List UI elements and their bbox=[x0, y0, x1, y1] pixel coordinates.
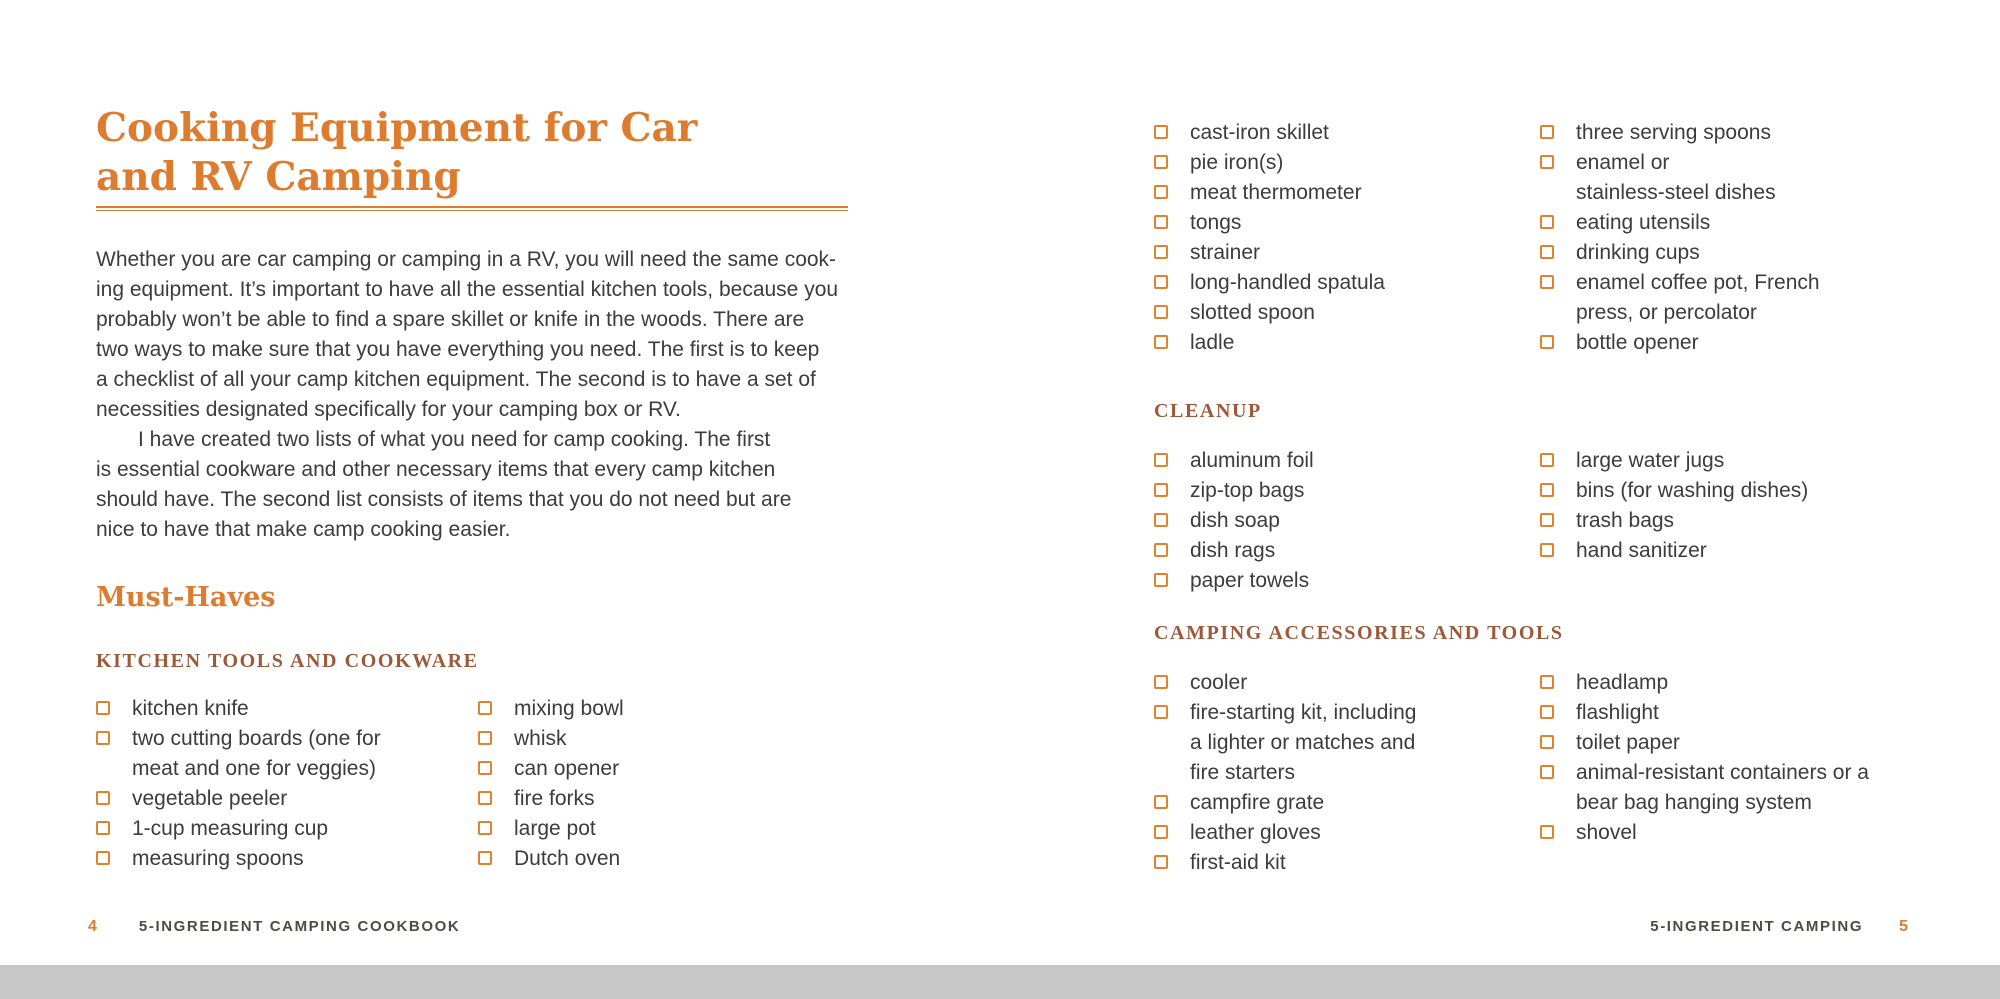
checklist-item bbox=[1154, 328, 1385, 358]
checkbox-icon bbox=[1154, 573, 1168, 587]
body-text-line: Whether you are car camping or camping in a RV, you will need the same cook- bbox=[96, 248, 837, 271]
checklist-item-label: shovel bbox=[1576, 821, 1637, 844]
checklist-item bbox=[478, 754, 624, 784]
cleanup-checklist-col1 bbox=[1154, 446, 1314, 596]
checkbox-icon bbox=[1154, 155, 1168, 169]
checklist-item bbox=[1540, 268, 1820, 328]
checkbox-icon bbox=[1540, 215, 1554, 229]
checklist-item-label: pie iron(s) bbox=[1190, 151, 1284, 174]
checklist-item bbox=[478, 844, 624, 874]
checkbox-icon bbox=[1540, 735, 1554, 749]
checklist-item bbox=[1154, 118, 1385, 148]
intro-paragraph-2 bbox=[96, 425, 838, 545]
checklist-item-label: first-aid kit bbox=[1190, 851, 1286, 874]
checklist-item bbox=[96, 844, 381, 874]
checklist-item-label: 1-cup measuring cup bbox=[132, 817, 329, 840]
checkbox-icon bbox=[1154, 453, 1168, 467]
checkbox-icon bbox=[1540, 543, 1554, 557]
checklist-item-label: hand sanitizer bbox=[1576, 539, 1707, 562]
checklist-item bbox=[1540, 148, 1820, 208]
checklist-item-label: drinking cups bbox=[1576, 241, 1700, 264]
checkbox-icon bbox=[1540, 275, 1554, 289]
checklist-item bbox=[1154, 298, 1385, 328]
right-footer-label: 5-INGREDIENT CAMPING bbox=[1650, 918, 1864, 935]
bottom-gray-bar bbox=[0, 965, 2000, 999]
checklist-item-label: eating utensils bbox=[1576, 211, 1711, 234]
checkbox-icon bbox=[1540, 675, 1554, 689]
checkbox-icon bbox=[1540, 245, 1554, 259]
kitchen-checklist-right-col2 bbox=[1540, 118, 1820, 358]
checklist-item-label: tongs bbox=[1190, 211, 1242, 234]
checklist-item bbox=[96, 694, 381, 724]
checkbox-icon bbox=[1154, 305, 1168, 319]
checklist-item-label: enamel or stainless-steel dishes bbox=[1576, 151, 1776, 204]
checklist-item bbox=[1540, 536, 1808, 566]
body-text-line: necessities designated specifically for your camping box or RV. bbox=[96, 398, 681, 421]
checklist-item-label: slotted spoon bbox=[1190, 301, 1315, 324]
checklist-item-label: aluminum foil bbox=[1190, 449, 1314, 472]
checklist-item bbox=[1154, 178, 1385, 208]
checkbox-icon bbox=[1154, 543, 1168, 557]
left-footer-label: 5-INGREDIENT CAMPING COOKBOOK bbox=[138, 918, 461, 935]
checklist-item-label: Dutch oven bbox=[514, 847, 621, 870]
checklist-item-label: fire forks bbox=[514, 787, 595, 810]
checklist-item bbox=[1154, 788, 1416, 818]
checkbox-icon bbox=[478, 731, 492, 745]
checklist-item bbox=[478, 694, 624, 724]
checklist-item bbox=[1540, 476, 1808, 506]
title-divider-rule bbox=[96, 206, 848, 211]
checklist-item bbox=[478, 784, 624, 814]
checkbox-icon bbox=[1540, 125, 1554, 139]
checklist-item bbox=[96, 784, 381, 814]
page-title bbox=[96, 104, 697, 202]
checklist-item bbox=[96, 814, 381, 844]
checklist-item bbox=[1540, 818, 1869, 848]
checklist-item bbox=[1154, 238, 1385, 268]
checklist-item-label: campfire grate bbox=[1190, 791, 1325, 814]
checklist-item-label: bins (for washing dishes) bbox=[1576, 479, 1809, 502]
checklist-item-label: kitchen knife bbox=[132, 697, 249, 720]
accessories-checklist-col2 bbox=[1540, 668, 1869, 848]
checklist-item-label: strainer bbox=[1190, 241, 1261, 264]
checkbox-icon bbox=[1154, 705, 1168, 719]
checklist-item-label: cast-iron skillet bbox=[1190, 121, 1329, 144]
checklist-item-label: meat thermometer bbox=[1190, 181, 1362, 204]
checkbox-icon bbox=[96, 821, 110, 835]
left-page-footer bbox=[88, 918, 460, 936]
checklist-item bbox=[1540, 668, 1869, 698]
checklist-item-label: two cutting boards (one for meat and one for veggies) bbox=[132, 727, 381, 780]
body-text-line: nice to have that make camp cooking easier. bbox=[96, 518, 511, 541]
checkbox-icon bbox=[1154, 825, 1168, 839]
page-title-line2: and RV Camping bbox=[96, 154, 461, 200]
checklist-item-label: animal-resistant containers or a bear bag hanging system bbox=[1576, 761, 1869, 814]
intro-text bbox=[96, 245, 838, 545]
checklist-item bbox=[1540, 446, 1808, 476]
checklist-item bbox=[1540, 238, 1820, 268]
checkbox-icon bbox=[1540, 483, 1554, 497]
checklist-item-label: enamel coffee pot, French press, or percolator bbox=[1576, 271, 1820, 324]
checklist-item bbox=[1154, 698, 1416, 788]
checklist-item-label: headlamp bbox=[1576, 671, 1669, 694]
checkbox-icon bbox=[1154, 335, 1168, 349]
checklist-item-label: zip-top bags bbox=[1190, 479, 1305, 502]
checklist-item-label: trash bags bbox=[1576, 509, 1675, 532]
kitchen-checklist-left-col1 bbox=[96, 694, 381, 874]
checkbox-icon bbox=[1154, 855, 1168, 869]
checkbox-icon bbox=[1154, 215, 1168, 229]
checkbox-icon bbox=[1540, 155, 1554, 169]
checkbox-icon bbox=[1540, 705, 1554, 719]
checkbox-icon bbox=[1154, 513, 1168, 527]
checkbox-icon bbox=[1154, 125, 1168, 139]
checkbox-icon bbox=[1540, 825, 1554, 839]
checklist-item-label: measuring spoons bbox=[132, 847, 304, 870]
intro-paragraph-1 bbox=[96, 245, 838, 425]
checklist-item bbox=[1540, 758, 1869, 818]
body-text-line: a checklist of all your camp kitchen equipment. The second is to have a set of bbox=[96, 368, 816, 391]
checklist-item bbox=[1154, 566, 1314, 596]
checklist-item-label: large water jugs bbox=[1576, 449, 1725, 472]
checklist-item-label: large pot bbox=[514, 817, 596, 840]
right-page-number: 5 bbox=[1899, 918, 1908, 935]
left-page-number: 4 bbox=[88, 918, 97, 935]
checklist-item bbox=[96, 724, 381, 784]
checklist-item-label: ladle bbox=[1190, 331, 1235, 354]
checklist-item bbox=[1154, 668, 1416, 698]
checklist-item-label: dish rags bbox=[1190, 539, 1276, 562]
checklist-item bbox=[1154, 848, 1416, 878]
checklist-item bbox=[1154, 208, 1385, 238]
checkbox-icon bbox=[478, 821, 492, 835]
checklist-item bbox=[478, 814, 624, 844]
checklist-item-label: long-handled spatula bbox=[1190, 271, 1385, 294]
checklist-item bbox=[1540, 728, 1869, 758]
checkbox-icon bbox=[478, 701, 492, 715]
checkbox-icon bbox=[1154, 675, 1168, 689]
checklist-item-label: bottle opener bbox=[1576, 331, 1699, 354]
checklist-item bbox=[1154, 148, 1385, 178]
checkbox-icon bbox=[1154, 795, 1168, 809]
checkbox-icon bbox=[96, 731, 110, 745]
checklist-item bbox=[1540, 118, 1820, 148]
body-text-line: should have. The second list consists of items that you do not need but are bbox=[96, 488, 792, 511]
kitchen-checklist-right-col1 bbox=[1154, 118, 1385, 358]
checklist-item-label: whisk bbox=[514, 727, 567, 750]
checklist-item-label: paper towels bbox=[1190, 569, 1310, 592]
checklist-item-label: fire-starting kit, including a lighter or matches and fire starters bbox=[1190, 701, 1417, 784]
accessories-checklist-col1 bbox=[1154, 668, 1416, 878]
checklist-item-label: toilet paper bbox=[1576, 731, 1680, 754]
checklist-item bbox=[1154, 268, 1385, 298]
checklist-item-label: can opener bbox=[514, 757, 620, 780]
checklist-item bbox=[1540, 506, 1808, 536]
checkbox-icon bbox=[1154, 483, 1168, 497]
checklist-item bbox=[478, 724, 624, 754]
page-title-line1: Cooking Equipment for Car bbox=[96, 105, 698, 151]
checkbox-icon bbox=[1540, 335, 1554, 349]
checkbox-icon bbox=[1154, 185, 1168, 199]
body-text-line: two ways to make sure that you have everything you need. The first is to keep bbox=[96, 338, 820, 361]
checklist-item-label: leather gloves bbox=[1190, 821, 1321, 844]
checkbox-icon bbox=[1540, 453, 1554, 467]
checkbox-icon bbox=[96, 701, 110, 715]
body-text-line: I have created two lists of what you need for camp cooking. The first bbox=[138, 428, 771, 451]
must-haves-heading: Must-Haves bbox=[96, 582, 276, 613]
checklist-item-label: vegetable peeler bbox=[132, 787, 288, 810]
checkbox-icon bbox=[478, 791, 492, 805]
checklist-item bbox=[1540, 698, 1869, 728]
camping-accessories-heading: CAMPING ACCESSORIES AND TOOLS bbox=[1154, 622, 1564, 644]
checkbox-icon bbox=[1540, 513, 1554, 527]
cleanup-heading: CLEANUP bbox=[1154, 400, 1262, 422]
checklist-item bbox=[1540, 328, 1820, 358]
checkbox-icon bbox=[1154, 245, 1168, 259]
body-text-line: is essential cookware and other necessary items that every camp kitchen bbox=[96, 458, 776, 481]
body-text-line: ing equipment. It’s important to have all the essential kitchen tools, because you bbox=[96, 278, 839, 301]
checklist-item bbox=[1154, 818, 1416, 848]
checkbox-icon bbox=[1154, 275, 1168, 289]
checklist-item bbox=[1154, 446, 1314, 476]
checkbox-icon bbox=[478, 851, 492, 865]
checkbox-icon bbox=[1540, 765, 1554, 779]
checkbox-icon bbox=[96, 851, 110, 865]
checklist-item-label: cooler bbox=[1190, 671, 1248, 694]
checklist-item-label: three serving spoons bbox=[1576, 121, 1771, 144]
checklist-item-label: flashlight bbox=[1576, 701, 1659, 724]
right-page-footer bbox=[1650, 918, 1908, 936]
kitchen-tools-heading: KITCHEN TOOLS AND COOKWARE bbox=[96, 650, 479, 672]
checklist-item bbox=[1154, 506, 1314, 536]
body-text-line: probably won’t be able to find a spare skillet or knife in the woods. There are bbox=[96, 308, 805, 331]
checklist-item bbox=[1154, 536, 1314, 566]
checkbox-icon bbox=[96, 791, 110, 805]
checklist-item-label: dish soap bbox=[1190, 509, 1280, 532]
cleanup-checklist-col2 bbox=[1540, 446, 1808, 566]
checklist-item bbox=[1540, 208, 1820, 238]
checklist-item bbox=[1154, 476, 1314, 506]
kitchen-checklist-left-col2 bbox=[478, 694, 624, 874]
checklist-item-label: mixing bowl bbox=[514, 697, 624, 720]
checkbox-icon bbox=[478, 761, 492, 775]
